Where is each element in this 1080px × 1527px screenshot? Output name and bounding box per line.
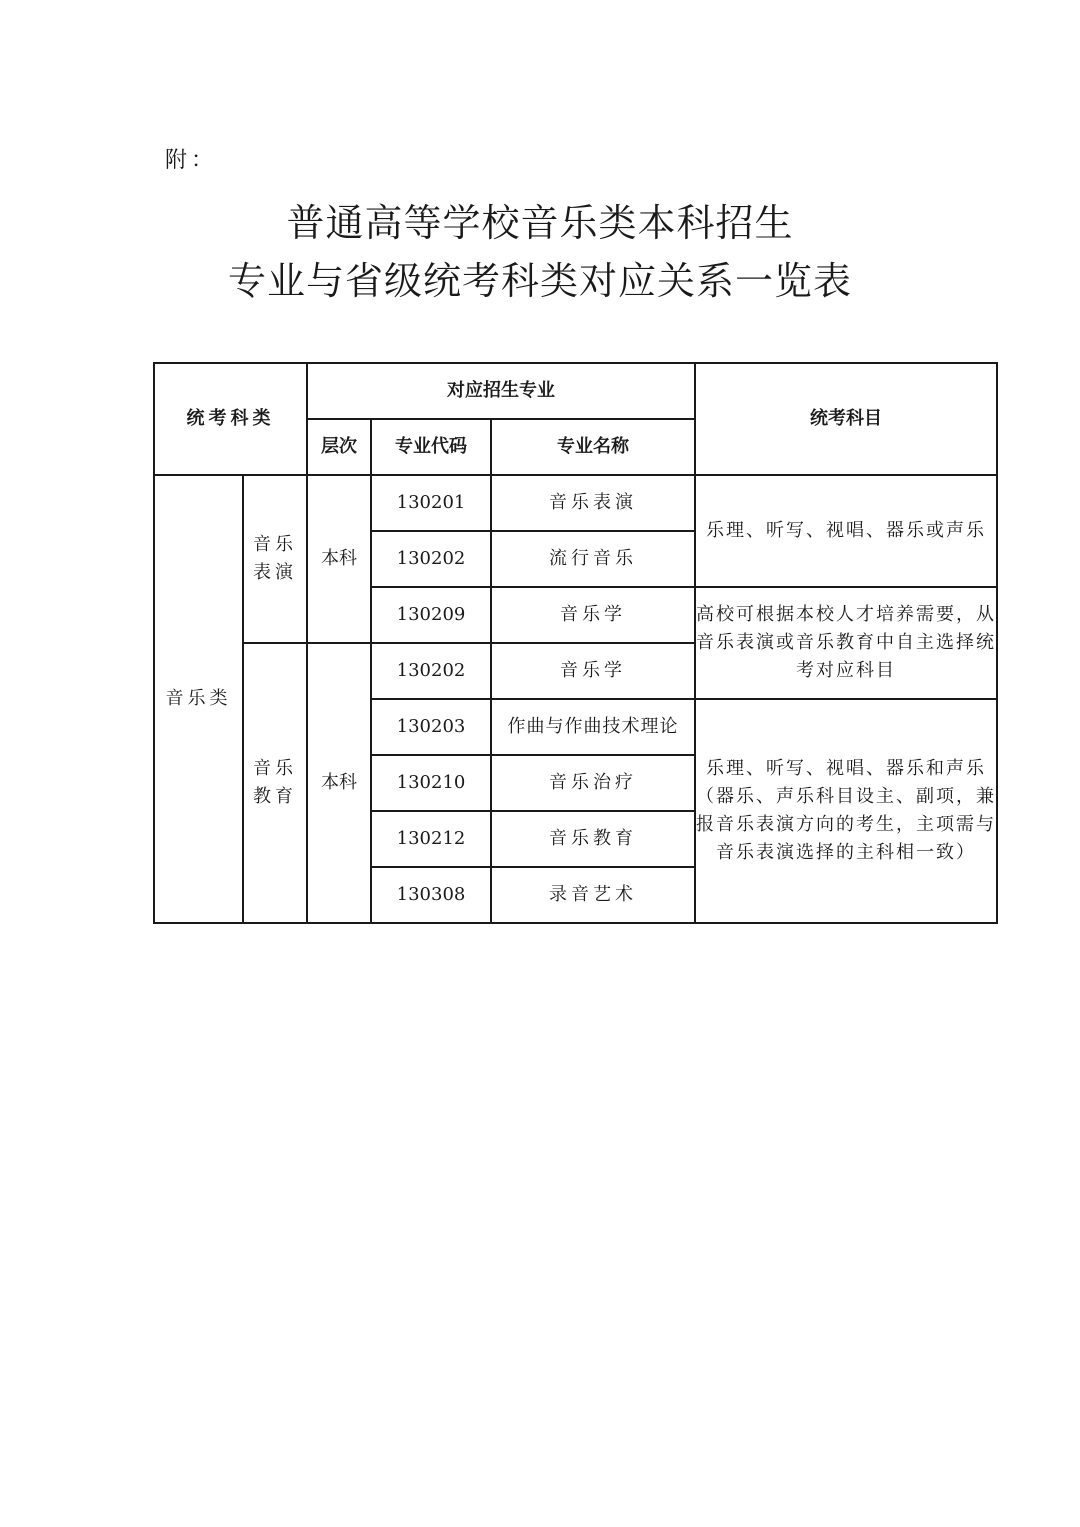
subcategory-education — [243, 643, 307, 923]
major-code: 130202 — [371, 643, 491, 699]
level-education: 本科 — [307, 643, 371, 923]
major-code: 130202 — [371, 531, 491, 587]
subjects-education: 乐理、听写、视唱、器乐和声乐（器乐、声乐科目设主、副项，兼报音乐表演方向的考生，主项需与音乐表演选择的主科相一致） — [695, 699, 997, 923]
major-code: 130209 — [371, 587, 491, 643]
major-code: 130201 — [371, 475, 491, 531]
subcategory-performance-line-1: 音乐 — [253, 534, 297, 555]
header-level: 层次 — [307, 419, 371, 475]
header-major-group: 对应招生专业 — [307, 363, 695, 419]
header-subjects: 统考科目 — [695, 363, 997, 475]
major-name: 音乐学 — [491, 587, 695, 643]
correspondence-table — [153, 362, 998, 924]
subjects-performance: 乐理、听写、视唱、器乐或声乐 — [695, 475, 997, 587]
major-code: 130308 — [371, 867, 491, 923]
major-name: 音乐教育 — [491, 811, 695, 867]
subcategory-education-line-1: 音乐 — [253, 758, 297, 779]
header-code: 专业代码 — [371, 419, 491, 475]
major-name: 音乐表演 — [491, 475, 695, 531]
document-title-line-2: 专业与省级统考科类对应关系一览表 — [227, 259, 852, 303]
major-code: 130203 — [371, 699, 491, 755]
level-performance: 本科 — [307, 475, 371, 643]
major-name: 录音艺术 — [491, 867, 695, 923]
major-name: 音乐治疗 — [491, 755, 695, 811]
header-category: 统考科类 — [154, 363, 307, 475]
header-row-1 — [154, 363, 997, 419]
major-name: 作曲与作曲技术理论 — [491, 699, 695, 755]
major-code: 130210 — [371, 755, 491, 811]
category-cell: 音乐类 — [154, 475, 243, 923]
subcategory-performance-line-2: 表演 — [253, 562, 297, 583]
header-name: 专业名称 — [491, 419, 695, 475]
subjects-optional: 高校可根据本校人才培养需要，从音乐表演或音乐教育中自主选择统考对应科目 — [695, 587, 997, 699]
major-name: 音乐学 — [491, 643, 695, 699]
attachment-label: 附： — [165, 148, 218, 173]
subcategory-education-line-2: 教育 — [253, 786, 297, 807]
subcategory-performance — [243, 475, 307, 643]
major-code: 130212 — [371, 811, 491, 867]
table-row — [154, 475, 997, 531]
document-title-line-1: 普通高等学校音乐类本科招生 — [286, 201, 794, 245]
major-name: 流行音乐 — [491, 531, 695, 587]
